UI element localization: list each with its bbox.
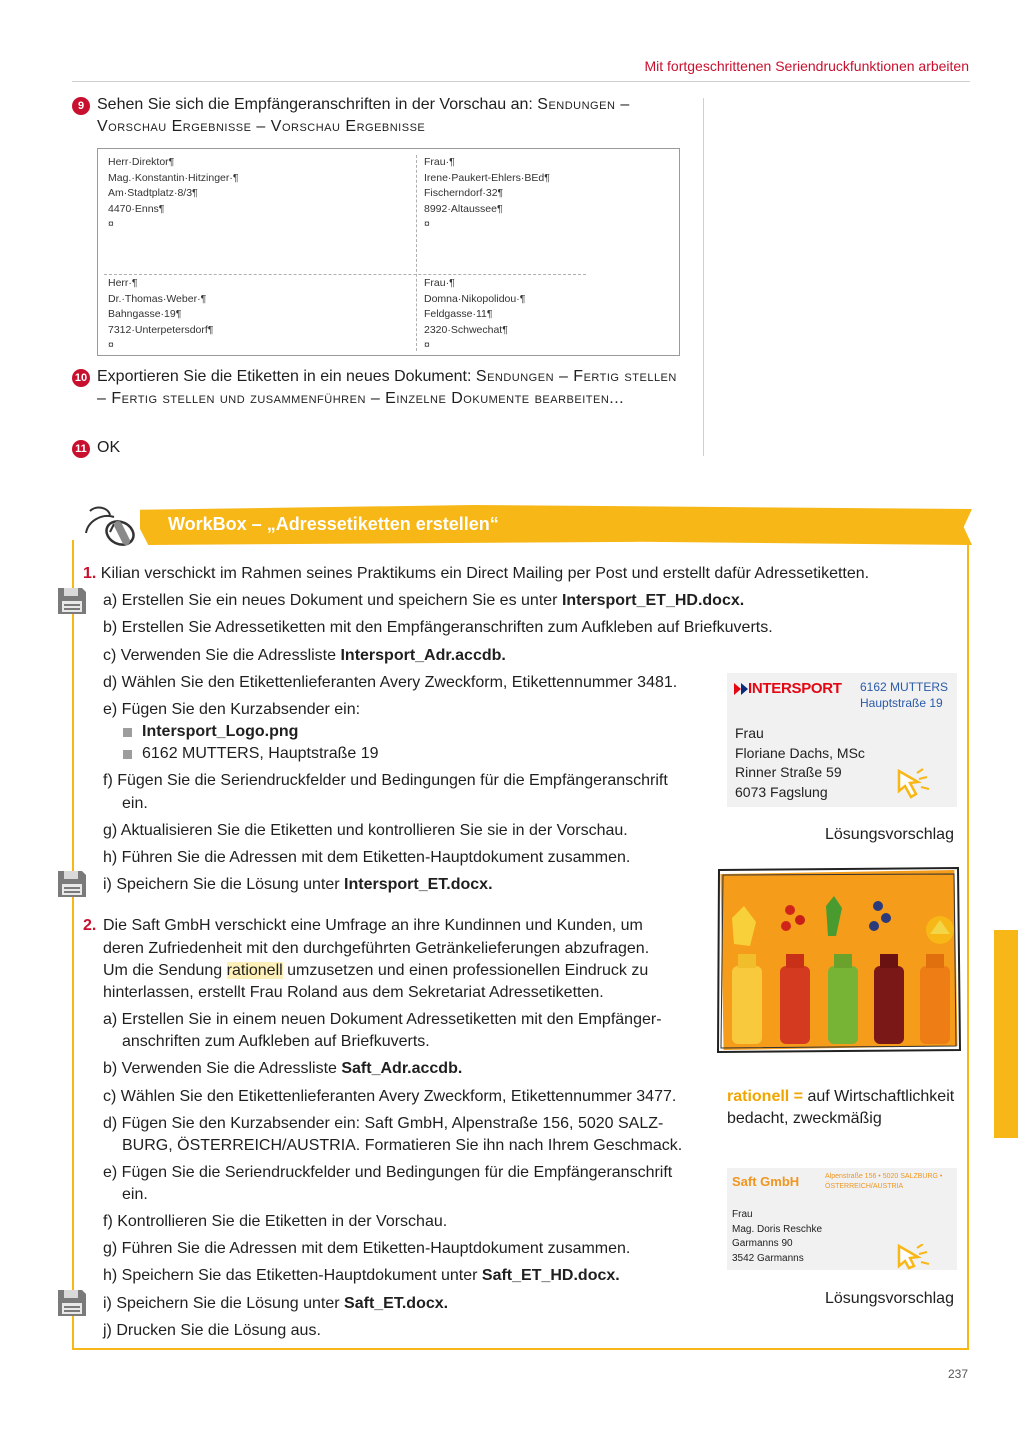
filename: Intersport_ET.docx. bbox=[344, 876, 493, 893]
label-line: ¤ bbox=[108, 218, 114, 230]
preview-label-3 bbox=[108, 276, 213, 354]
chapter-thumb-tab bbox=[994, 930, 1018, 1138]
save-disk-icon bbox=[56, 1288, 88, 1318]
label-divider-vertical bbox=[416, 155, 417, 351]
task-2a: a) Erstellen Sie in einem neuen Dokument Adressetiketten mit den Empfänger- bbox=[103, 1011, 662, 1028]
task-1f-cont: ein. bbox=[122, 795, 148, 812]
task-2-intro-1: Die Saft GmbH verschickt eine Umfrage an ihre Kundinnen und Kunden, um bbox=[103, 917, 643, 934]
label-divider-horizontal bbox=[104, 274, 586, 275]
task-text: h) Speichern Sie das Etiketten-Hauptdokument unter bbox=[103, 1267, 482, 1284]
task-2d-cont: BURG, ÖSTERREICH/AUSTRIA. Formatieren Sie ihn nach Ihrem Geschmack. bbox=[122, 1137, 683, 1154]
task-1e: e) Fügen Sie den Kurzabsender ein: bbox=[103, 701, 361, 718]
address-line: Frau bbox=[735, 725, 764, 741]
task-text: a) Erstellen Sie ein neues Dokument und speichern Sie es unter bbox=[103, 592, 562, 609]
label-line: Herr·¶ bbox=[108, 277, 138, 289]
task-2-intro-3 bbox=[103, 960, 648, 982]
cursor-arrow-icon bbox=[895, 767, 939, 807]
task-2-intro-4: hinterlassen, erstellt Frau Roland aus dem Sekretariat Adressetiketten. bbox=[103, 984, 604, 1001]
task-text: Um die Sendung bbox=[103, 962, 227, 979]
filename: Saft_Adr.accdb. bbox=[341, 1060, 463, 1077]
step-number-badge: 11 bbox=[72, 440, 90, 458]
filename: Intersport_Adr.accdb. bbox=[340, 647, 506, 664]
label-line: 4470·Enns¶ bbox=[108, 202, 165, 215]
recipient-address bbox=[735, 724, 865, 802]
task-1h: h) Führen Sie die Adressen mit dem Etiketten-Hauptdokument zusammen. bbox=[103, 849, 631, 866]
task-2h bbox=[103, 1265, 620, 1287]
save-disk-icon bbox=[56, 586, 88, 616]
address-line: 3542 Garmanns bbox=[732, 1252, 804, 1264]
label-line: Frau·¶ bbox=[424, 277, 455, 289]
sender-line-2: ÖSTERREICH/AUSTRIA bbox=[825, 1183, 904, 1190]
recipient-address bbox=[732, 1208, 822, 1266]
solution-label-saft bbox=[727, 1168, 957, 1270]
task-1d: d) Wählen Sie den Etikettenlieferanten Avery Zweckform, Etikettennummer 3481. bbox=[103, 674, 678, 691]
label-line: 2320·Schwechat¶ bbox=[424, 323, 508, 336]
task-2-intro-2: deren Zufriedenheit mit den durchgeführten Getränkelieferungen abzufragen. bbox=[103, 940, 650, 957]
workbox-title: WorkBox – „Adressetiketten erstellen“ bbox=[168, 514, 499, 534]
task-number: 1. bbox=[83, 565, 97, 582]
label-line: 8992·Altaussee¶ bbox=[424, 202, 503, 215]
task-2f: f) Kontrollieren Sie die Etiketten in der Vorschau. bbox=[103, 1213, 448, 1230]
task-2c: c) Wählen Sie den Etikettenlieferanten Avery Zweckform, Etikettennummer 3477. bbox=[103, 1088, 677, 1105]
label-line: ¤ bbox=[424, 218, 430, 230]
task-text: c) Verwenden Sie die Adressliste bbox=[103, 647, 341, 664]
cursor-arrow-icon bbox=[895, 1244, 939, 1270]
preview-label-4 bbox=[424, 276, 525, 354]
task-1e-bullet-1 bbox=[142, 721, 298, 743]
solution-label-intersport bbox=[727, 673, 957, 807]
step-number-badge: 10 bbox=[72, 369, 90, 387]
preview-label-2 bbox=[424, 155, 550, 233]
label-line: Mag.·Konstantin·Hitzinger·¶ bbox=[108, 171, 239, 184]
caption-solution-1: Lösungsvorschlag bbox=[825, 826, 954, 843]
label-line: Am·Stadtplatz·8/3¶ bbox=[108, 187, 198, 199]
task-1e-bullet-2: 6162 MUTTERS, Hauptstraße 19 bbox=[142, 745, 379, 762]
address-line: Floriane Dachs, MSc bbox=[735, 744, 865, 761]
address-line: Garmanns 90 bbox=[732, 1238, 793, 1249]
task-1-intro bbox=[83, 563, 869, 585]
running-header: Mit fortgeschrittenen Seriendruckfunktionen arbeiten bbox=[644, 58, 969, 74]
header-rule bbox=[72, 81, 970, 82]
glossary-term-highlight: rationell bbox=[226, 962, 283, 979]
preview-label-1 bbox=[108, 155, 239, 233]
address-line: Frau bbox=[732, 1209, 753, 1220]
column-divider bbox=[703, 98, 704, 456]
sender-line-1: 6162 MUTTERS bbox=[860, 680, 949, 694]
label-line: ¤ bbox=[424, 339, 430, 351]
glossary-definition: auf Wirtschaftlichkeit bbox=[803, 1088, 955, 1105]
filename: Saft_ET.docx. bbox=[344, 1295, 449, 1312]
glossary-definition-cont: bedacht, zweckmäßig bbox=[727, 1110, 882, 1127]
filename: Intersport_ET_HD.docx. bbox=[561, 592, 745, 609]
task-1b: b) Erstellen Sie Adressetiketten mit den Empfängeranschriften zum Aufkleben auf Briefkuverts. bbox=[103, 619, 773, 636]
step-10-text bbox=[97, 366, 687, 410]
glossary-entry bbox=[727, 1086, 954, 1108]
save-disk-icon bbox=[56, 869, 88, 899]
task-1f: f) Fügen Sie die Seriendruckfelder und Bedingungen für die Empfängeranschrift bbox=[103, 772, 668, 789]
step-number-badge: 9 bbox=[72, 97, 90, 115]
label-line: Feldgasse·11¶ bbox=[424, 308, 493, 320]
task-text: umzusetzen und einen professionellen Eindruck zu bbox=[282, 962, 649, 979]
bullet-square bbox=[123, 750, 132, 759]
task-2e: e) Fügen Sie die Seriendruckfelder und Bedingungen für die Empfängeranschrift bbox=[103, 1164, 673, 1181]
step-9-menu-path: Sendungen – Vorschau Ergebnisse – Vorschau Ergebnisse bbox=[97, 96, 630, 135]
task-1a bbox=[103, 590, 744, 612]
task-2g: g) Führen Sie die Adressen mit dem Etiketten-Hauptdokument zusammen. bbox=[103, 1240, 631, 1257]
task-2e-cont: ein. bbox=[122, 1186, 148, 1203]
address-line: 6073 Fagslung bbox=[735, 783, 828, 800]
filename: Intersport_Logo.png bbox=[142, 723, 299, 740]
task-2d: d) Fügen Sie den Kurzabsender ein: Saft GmbH, Alpenstraße 156, 5020 SALZ- bbox=[103, 1115, 664, 1132]
task-1g: g) Aktualisieren Sie die Etiketten und kontrollieren Sie sie in der Vorschau. bbox=[103, 822, 628, 839]
step-11-text: OK bbox=[97, 439, 121, 456]
task-1-intro-text: Kilian verschickt im Rahmen seines Praktikums ein Direct Mailing per Post und erstellt dafür Adressetiketten. bbox=[100, 565, 870, 582]
task-2i bbox=[103, 1293, 448, 1315]
smoothie-bottles-photo bbox=[716, 866, 962, 1054]
caption-solution-2: Lösungsvorschlag bbox=[825, 1290, 954, 1307]
task-text: i) Speichern Sie die Lösung unter bbox=[103, 876, 345, 893]
task-2b bbox=[103, 1058, 462, 1080]
task-1c bbox=[103, 645, 506, 667]
filename: Saft_ET_HD.docx. bbox=[481, 1267, 620, 1284]
step-10-instruction: Exportieren Sie die Etiketten in ein neues Dokument: bbox=[97, 368, 476, 385]
address-line: Rinner Straße 59 bbox=[735, 764, 842, 780]
label-line: ¤ bbox=[108, 339, 114, 351]
label-line: Bahngasse·19¶ bbox=[108, 308, 182, 320]
sender-line-1: Alpenstraße 156 • 5020 SALZBURG • bbox=[825, 1173, 943, 1180]
task-text: b) Verwenden Sie die Adressliste bbox=[103, 1060, 342, 1077]
intersport-brand: INTERSPORT bbox=[748, 680, 842, 697]
glossary-term: rationell = bbox=[727, 1088, 804, 1105]
label-line: Dr.·Thomas·Weber·¶ bbox=[108, 292, 207, 305]
label-line: Fischerndorf·32¶ bbox=[424, 187, 504, 199]
step-10-menu-path: Sendungen – Fertig stellen – Fertig stellen und zusammenführen – Einzelne Dokumente bearbeiten... bbox=[97, 368, 677, 407]
label-preview bbox=[97, 148, 680, 356]
page-number: 237 bbox=[948, 1367, 969, 1381]
label-line: 7312·Unterpetersdorf¶ bbox=[108, 323, 214, 336]
step-9-instruction: Sehen Sie sich die Empfängeranschriften in der Vorschau an: bbox=[97, 96, 538, 113]
label-line: Domna·Nikopolidou·¶ bbox=[424, 292, 526, 305]
task-2j: j) Drucken Sie die Lösung aus. bbox=[103, 1322, 321, 1339]
step-9-text bbox=[97, 94, 687, 138]
label-line: Herr·Direktor¶ bbox=[108, 156, 175, 168]
task-number: 2. bbox=[83, 917, 97, 934]
task-text: i) Speichern Sie die Lösung unter bbox=[103, 1295, 345, 1312]
label-line: Irene·Paukert-Ehlers·BEd¶ bbox=[424, 171, 550, 184]
saft-brand: Saft GmbH bbox=[732, 1174, 800, 1189]
label-line: Frau·¶ bbox=[424, 156, 455, 168]
address-line: Mag. Doris Reschke bbox=[732, 1223, 823, 1235]
bullet-square bbox=[123, 728, 132, 737]
task-2a-cont: anschriften zum Aufkleben auf Briefkuverts. bbox=[122, 1033, 430, 1050]
sender-line-2: Hauptstraße 19 bbox=[860, 696, 943, 710]
task-1i bbox=[103, 874, 493, 896]
